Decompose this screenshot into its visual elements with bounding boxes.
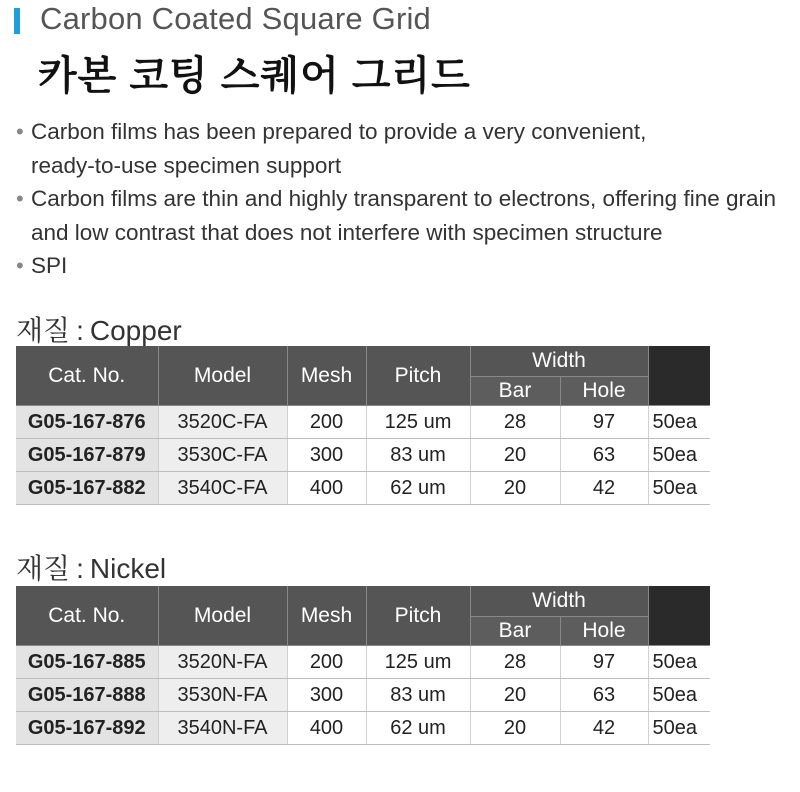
header-mesh: Mesh [287, 346, 366, 406]
header-cat-no: Cat. No. [16, 586, 158, 646]
feature-text: SPI [31, 253, 68, 278]
qty-cell: 50ea [648, 439, 710, 472]
hole-cell: 42 [560, 472, 648, 505]
page-title-english: Carbon Coated Square Grid [40, 1, 432, 36]
hole-cell: 63 [560, 439, 648, 472]
bullet-dot-icon: • [16, 119, 24, 144]
feature-list [16, 115, 796, 283]
cat-no-cell: G05-167-882 [16, 472, 158, 505]
page-title-korean: 카본 코팅 스퀘어 그리드 [38, 54, 471, 98]
table-row [16, 472, 710, 505]
mesh-cell: 200 [287, 406, 366, 439]
header-pitch: Pitch [366, 346, 470, 406]
table-row [16, 679, 710, 712]
pitch-cell: 125 um [366, 646, 470, 679]
table-row [16, 712, 710, 745]
bullet-dot-icon: • [16, 253, 24, 278]
hole-cell: 97 [560, 406, 648, 439]
cat-no-cell: G05-167-888 [16, 679, 158, 712]
qty-cell: 50ea [648, 472, 710, 505]
header-qty-blank [648, 586, 710, 646]
mesh-cell: 300 [287, 439, 366, 472]
section-colon: : [76, 553, 84, 584]
hole-cell: 42 [560, 712, 648, 745]
table-row [16, 439, 710, 472]
bar-cell: 20 [470, 472, 560, 505]
table-row [16, 406, 710, 439]
nickel-spec-table [16, 586, 710, 745]
cat-no-cell: G05-167-876 [16, 406, 158, 439]
header-bar: Bar [470, 617, 560, 646]
header-qty-blank [648, 346, 710, 406]
qty-cell: 50ea [648, 712, 710, 745]
feature-item [16, 182, 796, 249]
title-accent-bar [14, 8, 20, 34]
model-cell: 3520N-FA [158, 646, 287, 679]
header-bar: Bar [470, 377, 560, 406]
qty-cell: 50ea [648, 646, 710, 679]
header-width: Width [470, 586, 648, 617]
bar-cell: 20 [470, 439, 560, 472]
model-cell: 3520C-FA [158, 406, 287, 439]
table-row [16, 646, 710, 679]
copper-spec-table [16, 346, 710, 505]
feature-item [16, 249, 796, 283]
bar-cell: 20 [470, 679, 560, 712]
header-mesh: Mesh [287, 586, 366, 646]
hole-cell: 97 [560, 646, 648, 679]
hole-cell: 63 [560, 679, 648, 712]
header-cat-no: Cat. No. [16, 346, 158, 406]
header-model: Model [158, 586, 287, 646]
feature-text: Carbon films has been prepared to provide a very convenient, ready-to-use specimen support [31, 119, 647, 178]
section-material: Nickel [89, 553, 167, 584]
section-material: Copper [89, 315, 182, 346]
model-cell: 3530N-FA [158, 679, 287, 712]
section-label: 재질 [16, 553, 71, 584]
mesh-cell: 400 [287, 472, 366, 505]
cat-no-cell: G05-167-885 [16, 646, 158, 679]
header-model: Model [158, 346, 287, 406]
feature-item [16, 115, 796, 182]
header-pitch: Pitch [366, 586, 470, 646]
pitch-cell: 62 um [366, 472, 470, 505]
mesh-cell: 400 [287, 712, 366, 745]
feature-text: Carbon films are thin and highly transparent to electrons, offering fine grain and low contrast that does not interfere with specimen structure [31, 186, 777, 245]
header-hole: Hole [560, 377, 648, 406]
qty-cell: 50ea [648, 406, 710, 439]
mesh-cell: 300 [287, 679, 366, 712]
model-cell: 3540C-FA [158, 472, 287, 505]
model-cell: 3540N-FA [158, 712, 287, 745]
section-colon: : [76, 315, 84, 346]
qty-cell: 50ea [648, 679, 710, 712]
section-title-nickel [16, 547, 166, 587]
pitch-cell: 83 um [366, 439, 470, 472]
bar-cell: 20 [470, 712, 560, 745]
cat-no-cell: G05-167-879 [16, 439, 158, 472]
header-width: Width [470, 346, 648, 377]
section-label: 재질 [16, 315, 71, 346]
header-hole: Hole [560, 617, 648, 646]
pitch-cell: 62 um [366, 712, 470, 745]
pitch-cell: 83 um [366, 679, 470, 712]
cat-no-cell: G05-167-892 [16, 712, 158, 745]
bar-cell: 28 [470, 406, 560, 439]
bullet-dot-icon: • [16, 186, 24, 211]
section-title-copper [16, 309, 182, 349]
bar-cell: 28 [470, 646, 560, 679]
pitch-cell: 125 um [366, 406, 470, 439]
mesh-cell: 200 [287, 646, 366, 679]
model-cell: 3530C-FA [158, 439, 287, 472]
